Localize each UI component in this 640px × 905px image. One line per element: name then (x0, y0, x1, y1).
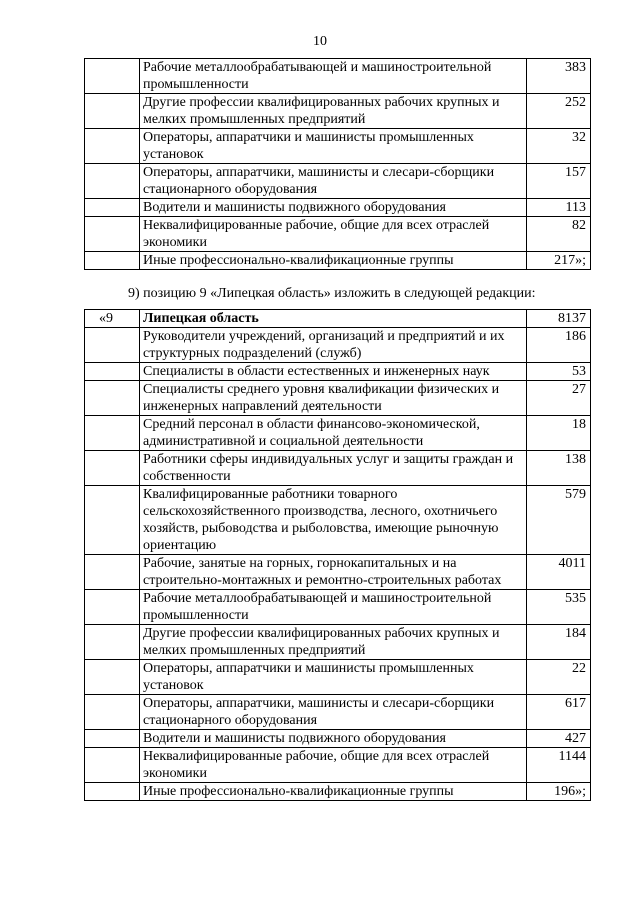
table-row (85, 783, 591, 801)
name-cell: Водители и машинисты подвижного оборудования (140, 730, 527, 748)
value-cell: 18 (527, 416, 591, 451)
index-cell (85, 748, 140, 783)
table-lipetsk-region (84, 309, 591, 801)
name-cell: Иные профессионально-квалификационные группы (140, 783, 527, 801)
name-cell: Рабочие металлообрабатывающей и машиностроительной промышленности (140, 590, 527, 625)
table-row (85, 217, 591, 252)
table-row (85, 590, 591, 625)
name-cell: Работники сферы индивидуальных услуг и защиты граждан и собственности (140, 451, 527, 486)
table-row (85, 59, 591, 94)
index-cell (85, 129, 140, 164)
page-number: 10 (313, 34, 327, 49)
value-cell: 22 (527, 660, 591, 695)
value-cell: 138 (527, 451, 591, 486)
table-row (85, 363, 591, 381)
index-cell (85, 416, 140, 451)
index-cell (85, 451, 140, 486)
index-cell (85, 695, 140, 730)
table-row (85, 695, 591, 730)
name-cell: Операторы, аппаратчики и машинисты промышленных установок (140, 660, 527, 695)
index-cell (85, 363, 140, 381)
index-cell (85, 381, 140, 416)
index-cell (85, 625, 140, 660)
index-cell (85, 660, 140, 695)
table-row (85, 730, 591, 748)
index-cell (85, 59, 140, 94)
value-cell: 617 (527, 695, 591, 730)
value-cell: 383 (527, 59, 591, 94)
value-cell: 252 (527, 94, 591, 129)
name-cell: Специалисты в области естественных и инженерных наук (140, 363, 527, 381)
name-cell: Иные профессионально-квалификационные группы (140, 252, 527, 270)
index-cell (85, 164, 140, 199)
index-cell (85, 783, 140, 801)
value-cell: 53 (527, 363, 591, 381)
name-cell: Квалифицированные работники товарного сельскохозяйственного производства, лесного, охотничьего хозяйств, рыбоводства и рыболовства, имеющие рыночную ориентацию (140, 486, 527, 555)
table-row (85, 451, 591, 486)
value-cell: 186 (527, 328, 591, 363)
table-row (85, 199, 591, 217)
value-cell: 427 (527, 730, 591, 748)
value-cell: 157 (527, 164, 591, 199)
name-cell: Водители и машинисты подвижного оборудования (140, 199, 527, 217)
table-row (85, 328, 591, 363)
value-cell: 27 (527, 381, 591, 416)
index-cell (85, 328, 140, 363)
name-cell: Средний персонал в области финансово-экономической, административной и социальной деятельности (140, 416, 527, 451)
name-cell: Операторы, аппаратчики, машинисты и слесари-сборщики стационарного оборудования (140, 164, 527, 199)
index-cell (85, 730, 140, 748)
name-cell: Рабочие металлообрабатывающей и машиностроительной промышленности (140, 59, 527, 94)
table-row (85, 660, 591, 695)
index-cell (85, 590, 140, 625)
value-cell: 196»; (527, 783, 591, 801)
region-name: Липецкая область (140, 310, 527, 328)
name-cell: Руководители учреждений, организаций и предприятий и их структурных подразделений (служб) (140, 328, 527, 363)
name-cell: Операторы, аппаратчики, машинисты и слесари-сборщики стационарного оборудования (140, 695, 527, 730)
table-row (85, 416, 591, 451)
value-cell: 1144 (527, 748, 591, 783)
table-row (85, 94, 591, 129)
name-cell: Неквалифицированные рабочие, общие для всех отраслей экономики (140, 217, 527, 252)
value-cell: 579 (527, 486, 591, 555)
name-cell: Рабочие, занятые на горных, горнокапитальных и на строительно-монтажных и ремонтно-строительных работах (140, 555, 527, 590)
value-cell: 217»; (527, 252, 591, 270)
table-row (85, 164, 591, 199)
value-cell: 32 (527, 129, 591, 164)
index-cell (85, 486, 140, 555)
name-cell: Операторы, аппаратчики и машинисты промышленных установок (140, 129, 527, 164)
table-continued (84, 58, 591, 270)
name-cell: Другие профессии квалифицированных рабочих крупных и мелких промышленных предприятий (140, 94, 527, 129)
name-cell: Неквалифицированные рабочие, общие для всех отраслей экономики (140, 748, 527, 783)
amendment-intro-text: 9) позицию 9 «Липецкая область» изложить в следующей редакции: (128, 286, 536, 301)
position-index: «9 (85, 310, 140, 328)
index-cell (85, 252, 140, 270)
value-cell: 82 (527, 217, 591, 252)
index-cell (85, 555, 140, 590)
name-cell: Другие профессии квалифицированных рабочих крупных и мелких промышленных предприятий (140, 625, 527, 660)
region-total: 8137 (527, 310, 591, 328)
index-cell (85, 217, 140, 252)
index-cell (85, 94, 140, 129)
name-cell: Специалисты среднего уровня квалификации физических и инженерных направлений деятельности (140, 381, 527, 416)
table-header-row (85, 310, 591, 328)
index-cell (85, 199, 140, 217)
value-cell: 113 (527, 199, 591, 217)
table-row (85, 129, 591, 164)
table-row (85, 486, 591, 555)
table-row (85, 252, 591, 270)
value-cell: 535 (527, 590, 591, 625)
table-row (85, 748, 591, 783)
value-cell: 184 (527, 625, 591, 660)
table-row (85, 381, 591, 416)
value-cell: 4011 (527, 555, 591, 590)
table-row (85, 625, 591, 660)
table-row (85, 555, 591, 590)
